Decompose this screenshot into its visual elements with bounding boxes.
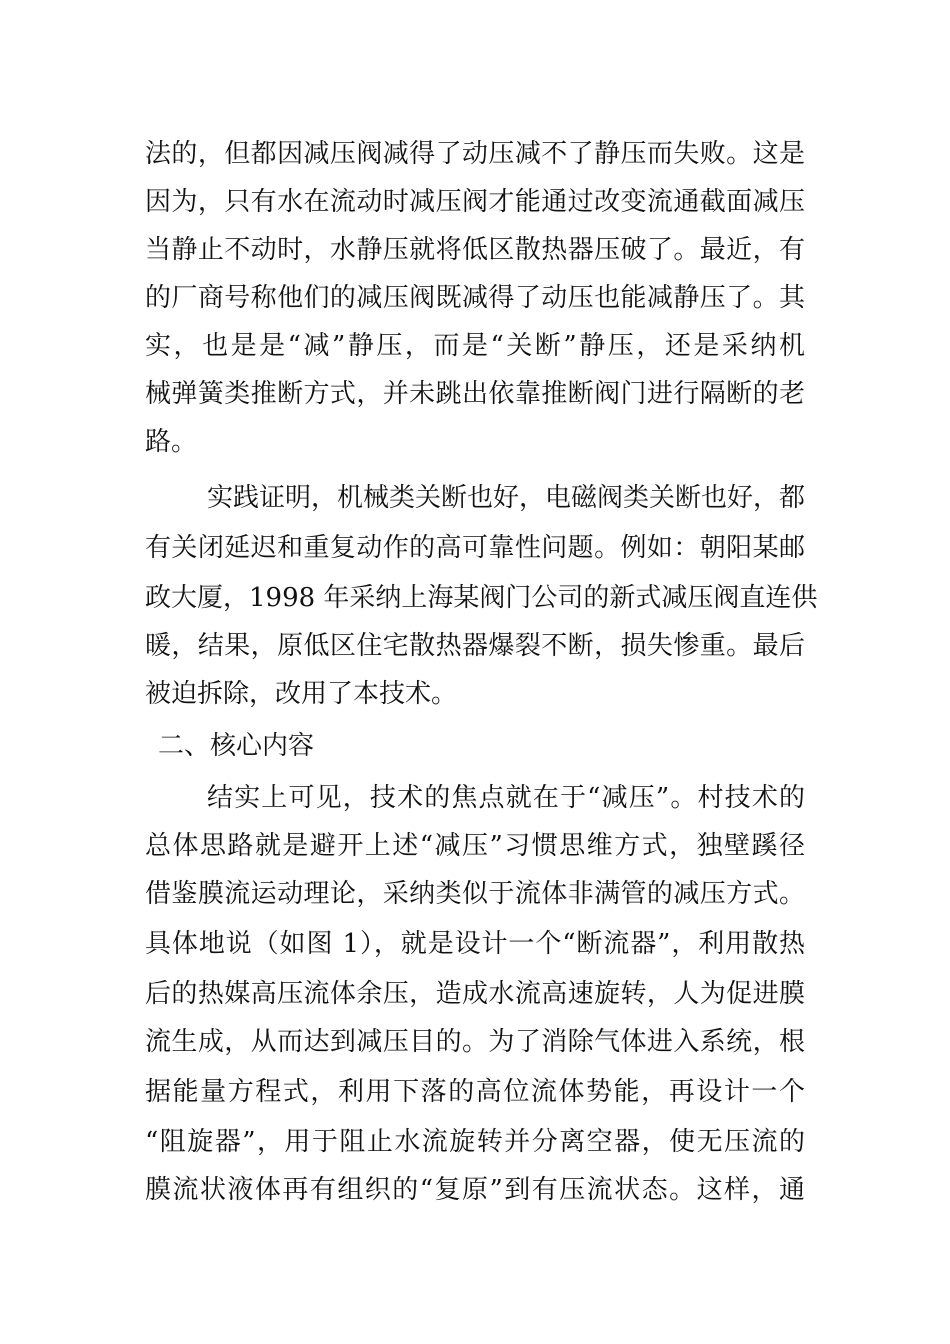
- text-line: 具体地说（如图 1），就是设计一个“断流器”，利用散热: [145, 929, 805, 959]
- text-line: 被迫拆除，改用了本技术。: [145, 679, 458, 709]
- text-line: 结实上可见，技术的焦点就在于“减压”。村技术的: [207, 783, 805, 813]
- text-line: 实践证明，机械类关断也好，电磁阀类关断也好，都: [207, 483, 806, 513]
- text-line: 有关闭延迟和重复动作的高可靠性问题。例如：朝阳某邮: [145, 533, 805, 563]
- text-line: 政大厦，1998 年采纳上海某阀门公司的新式减压阀直连供: [145, 583, 818, 613]
- text-line: “阻旋器”，用于阻止水流旋转并分离空器，使无压流的: [145, 1127, 805, 1157]
- text-line: 据能量方程式，利用下落的高位流体势能，再设计一个: [145, 1077, 805, 1107]
- text-line: 法的，但都因减压阀减得了动压减不了静压而失败。这是: [145, 139, 805, 169]
- text-line: 流生成，从而达到减压目的。为了消除气体进入系统，根: [145, 1027, 805, 1057]
- section-heading: 二、核心内容: [158, 731, 315, 761]
- text-line: 因为，只有水在流动时减压阀才能通过改变流通截面减压: [145, 187, 805, 217]
- text-line: 实，也是是“减”静压，而是“关断”静压，还是采纳机: [145, 331, 805, 361]
- text-line: 暖，结果，原低区住宅散热器爆裂不断，损失惨重。最后: [145, 631, 805, 661]
- text-line: 总体思路就是避开上述“减压”习惯思维方式，独壁蹊径: [145, 831, 805, 861]
- text-line: 膜流状液体再有组织的“复原”到有压流状态。这样，通: [145, 1175, 805, 1205]
- text-line: 的厂商号称他们的减压阀既减得了动压也能减静压了。其: [145, 283, 805, 313]
- text-line: 后的热媒高压流体余压，造成水流高速旋转，人为促进膜: [145, 979, 805, 1009]
- text-line: 械弹簧类推断方式，并未跳出依靠推断阀门进行隔断的老: [145, 379, 805, 409]
- text-line: 当静止不动时，水静压就将低区散热器压破了。最近，有: [145, 235, 805, 265]
- text-line: 路。: [145, 427, 198, 457]
- text-line: 借鉴膜流运动理论，采纳类似于流体非满管的减压方式。: [145, 879, 805, 909]
